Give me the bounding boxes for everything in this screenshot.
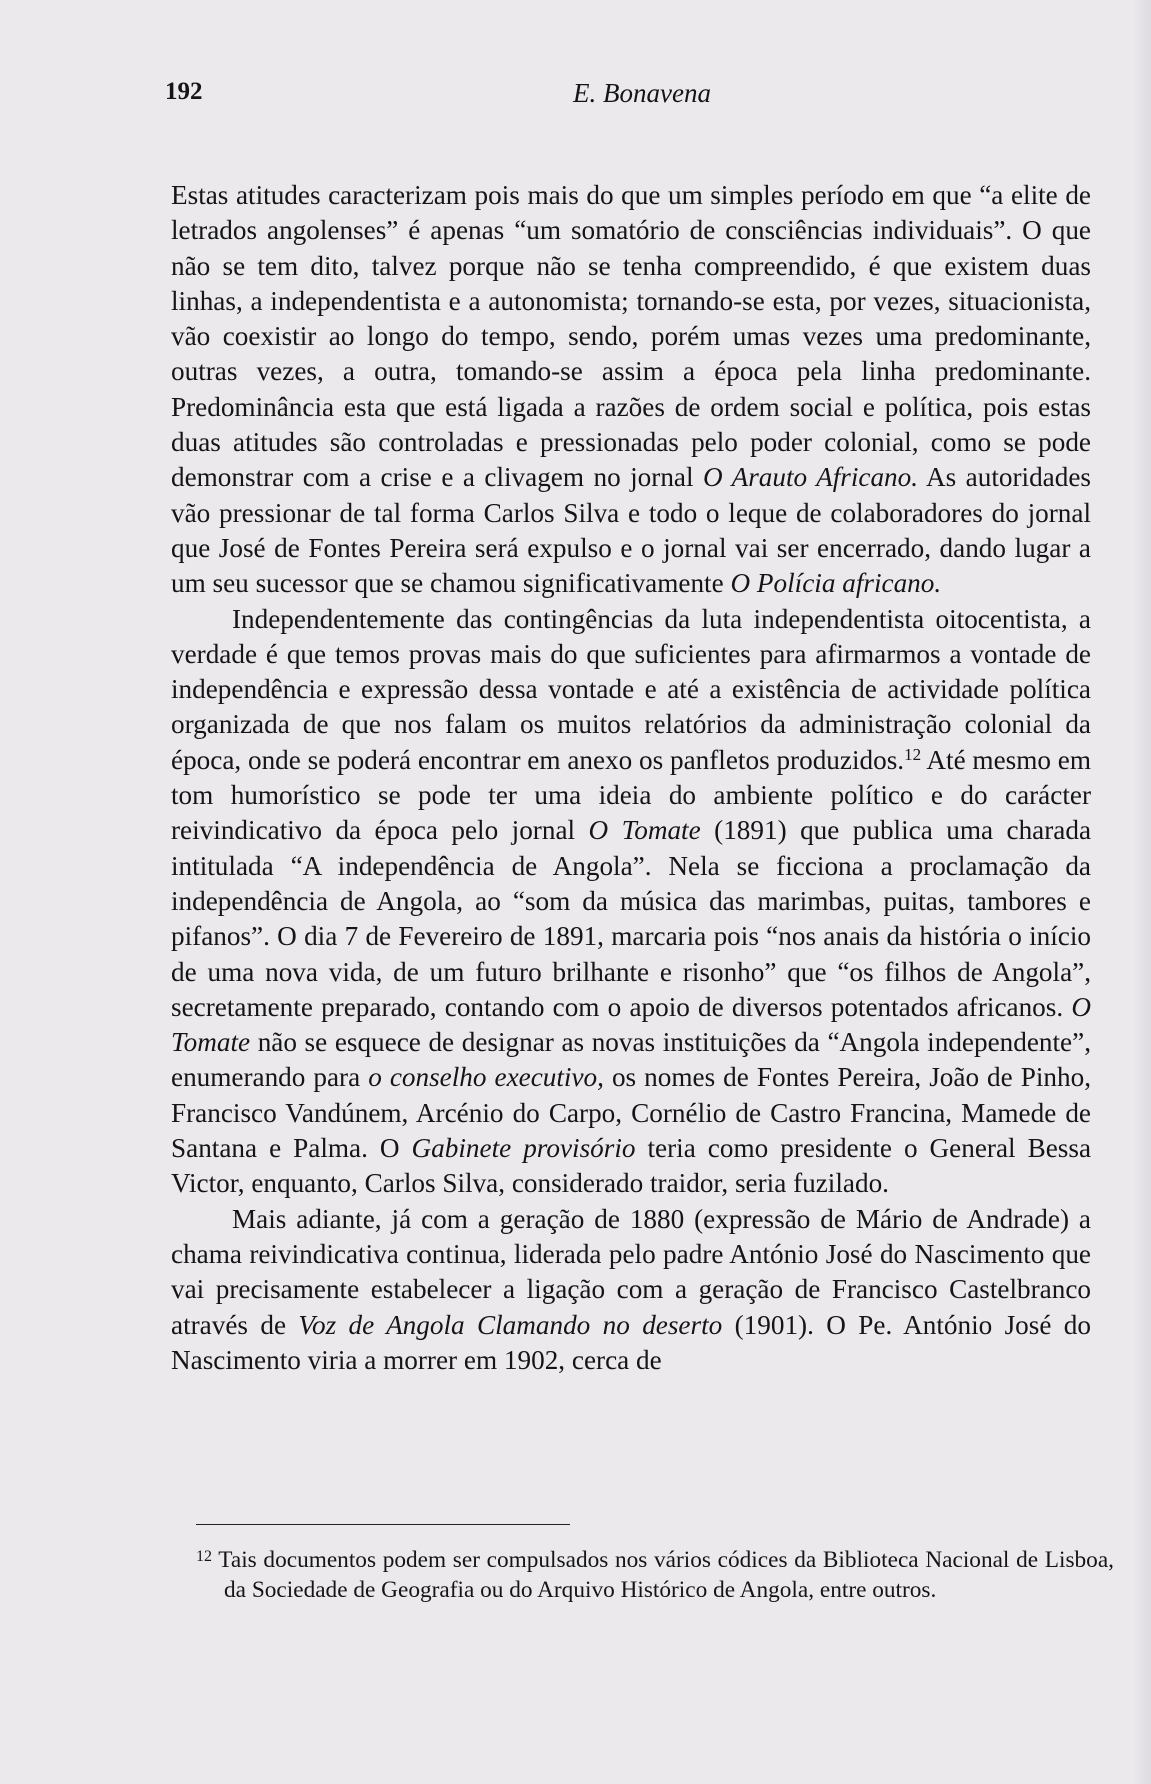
footnote-divider [196,1524,570,1525]
running-head: E. Bonavena [573,78,711,108]
text-run: Independentemente das contingências da luta independentista oitocentista, a verdade é que temos provas mais do que suficientes para afirmarmos a vontade de independência e expressão dessa vontade e até a existência de actividade política organizada de que nos falam os muitos relatórios da administração colonial da época, onde se poderá encontrar em anexo os panfletos produzidos. [171,603,1091,775]
text-run: os nomes de Fontes Pereira, João de Pinho, Francisco Vandúnem, Arcénio do Carpo, Cornélio de Castro Francina, Mamede de Santana e Palma. O [171,1062,1091,1164]
paragraph-1 [171,178,1091,602]
page-edge [1133,0,1151,1784]
text-run: As autoridades vão pressionar de tal forma Carlos Silva e todo o leque de colaboradores do jornal que José de Fontes Pereira será expulso e o jornal vai ser encerrado, dando lugar a um seu sucessor que se chamou significativamente [171,462,1091,599]
emphasized-term: Gabinete provisório [411,1133,636,1164]
text-run: Estas atitudes caracterizam pois mais do que um simples período em que “a elite de letrados angolenses” é apenas “um somatório de consciências individuais”. O que não se tem dito, talvez porque não se tenha compreendido, é que existem duas linhas, a independentista e a autonomista; tornando-se esta, por vezes, situacionista, vão coexistir ao longo do tempo, sendo, porém umas vezes uma predominante, outras vezes, a outra, tomando-se assim a época pela linha predominante. Predominância esta que está ligada a razões de ordem social e política, pois estas duas atitudes são controladas e pressionadas pelo poder colonial, como se pode demonstrar com a crise e a clivagem no jornal [171,180,1091,493]
text-run: (1901). O Pe. António José do Nascimento viria a morrer em 1902, cerca de [171,1309,1091,1375]
newspaper-title: O Tomate [588,815,701,846]
page-header [165,78,1125,118]
newspaper-title: O Polícia africano. [730,568,942,599]
footnote-number: 12 [196,1548,212,1565]
emphasized-term: o conselho executivo, [368,1062,604,1093]
book-title: Voz de Angola Clamando no deserto [298,1309,723,1340]
text-run: teria como presidente o General Bessa Victor, enquanto, Carlos Silva, considerado traidor, seria fuzilado. [171,1133,1092,1199]
main-text [171,178,1091,1378]
text-run: Mais adiante, já com a geração de 1880 (expressão de Mário de Andrade) a chama reivindicativa continua, liderada pelo padre António José do Nascimento que vai precisamente estabelecer a ligação com a geração de Francisco Castelbranco através de [171,1203,1091,1340]
footnote [196,1545,1114,1605]
paragraph-3 [171,1202,1091,1378]
footnote-text: Tais documentos podem ser compulsados nos vários códices da Biblioteca Nacional de Lisboa, da Sociedade de Geografia ou do Arquivo Histórico de Angola, entre outros. [212,1547,1114,1603]
footnote-reference[interactable]: 12 [904,744,922,764]
text-run: Até mesmo em tom humorístico se pode ter uma ideia do ambiente político e do carácter reivindicativo da época pelo jornal [171,744,1091,846]
page-number: 192 [165,78,203,105]
paragraph-2 [171,602,1091,1202]
newspaper-title: O Arauto Africano. [703,462,919,493]
text-run: não se esquece de designar as novas instituições da “Angola independente”, enumerando para [171,1027,1091,1093]
newspaper-title: O Tomate [171,991,1091,1058]
text-run: (1891) que publica uma charada intitulada “A independência de Angola”. Nela se ficciona a proclamação da independência de Angola, ao “som da música das marimbas, puitas, tambores e pifanos”. O dia 7 de Fevereiro de 1891, marcaria pois “nos anais da história o início de uma nova vida, de um futuro brilhante e risonho” que “os filhos de Angola”, secretamente preparado, contando com o apoio de diversos potentados africanos. [171,815,1092,1022]
